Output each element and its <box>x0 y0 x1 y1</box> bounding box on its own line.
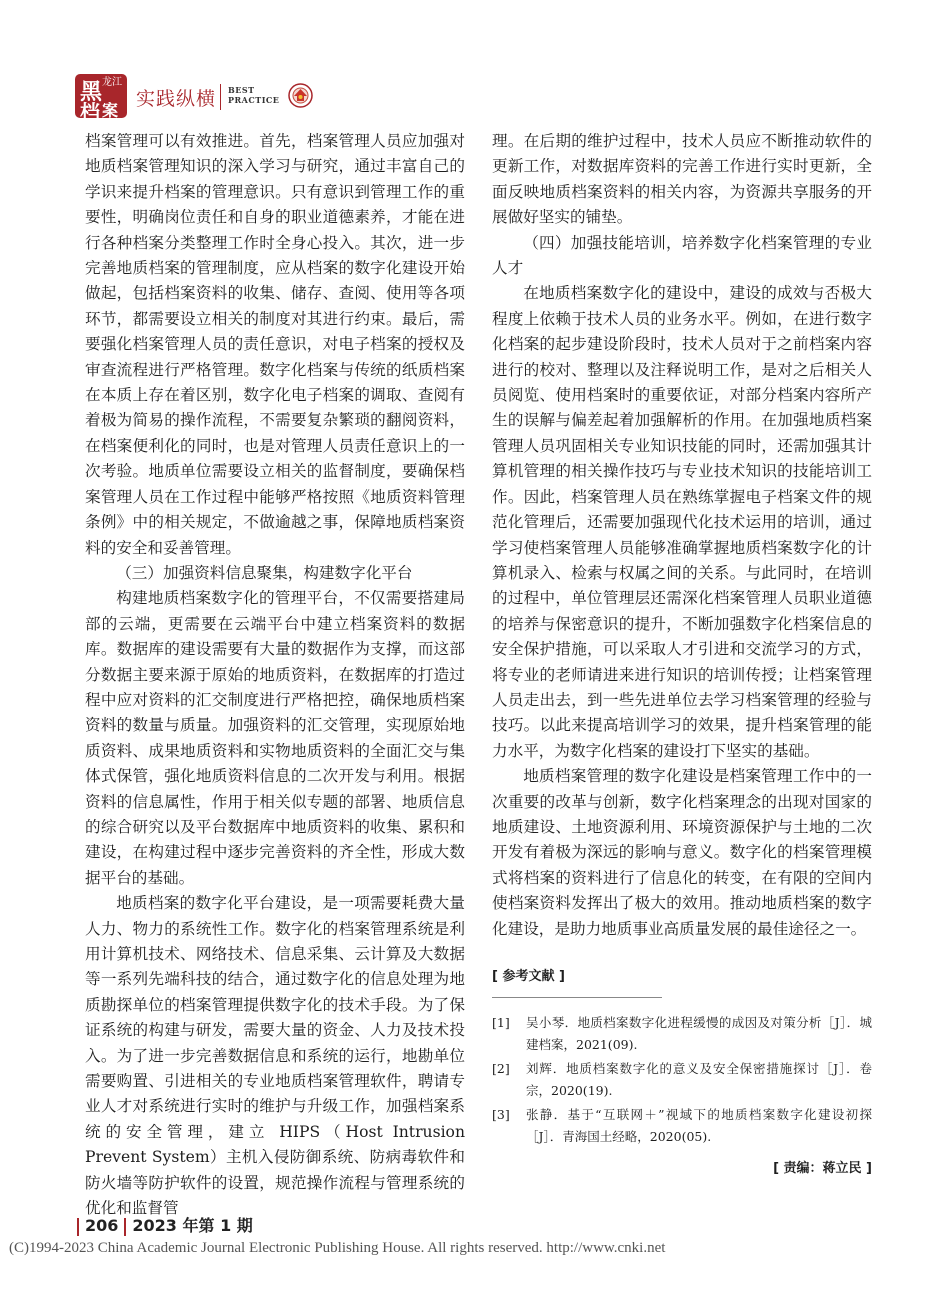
journal-logo <box>75 74 127 124</box>
logo-char-bottom2: 案 <box>102 101 119 120</box>
page-header <box>75 74 895 124</box>
section-4-heading: （四）加强技能培训，培养数字化档案管理的专业人才 <box>492 233 872 278</box>
right-paragraph-1: 理。在后期的维护过程中，技术人员应不断推动软件的更新工作，对数据库资料的完善工作进行实时更新，全面反映地质档案资料的相关内容，为资源共享服务的开展做好坚实的铺垫。 <box>492 132 872 227</box>
logo-char-small: 龙江 <box>102 77 122 88</box>
page-number: 206 <box>85 1216 119 1235</box>
footer-bar-mid <box>124 1218 126 1236</box>
references-title: [ 参考文献 ] <box>492 969 565 984</box>
reference-text: 吴小琴．地质档案数字化进程缓慢的成因及对策分析［J］．城建档案，2021(09). <box>526 1015 872 1053</box>
reference-number: [3] <box>492 1107 510 1123</box>
page-footer <box>77 1213 253 1237</box>
best-line-2: PRACTICE <box>228 95 280 105</box>
best-line-1: BEST <box>228 85 255 95</box>
references-divider <box>492 997 662 998</box>
issue-label: 2023 年第 1 期 <box>132 1216 253 1235</box>
logo-char-main: 黑 <box>80 79 103 105</box>
left-paragraph-2: 构建地质档案数字化的管理平台，不仅需要搭建局部的云端，更需要在云端平台中建立档案资料的数据库。数据库的建设需要有大量的数据作为支撑，而这部分数据主要来源于原始的地质资料，在数据库的打造过程中应对资料的汇交制度进行严格把控，确保地质档案资料的数量与质量。加强资料的汇交管理，实现原始地质资料、成果地质资料和实物地质资料的全面汇交与集体式保管，强化地质资料信息的二次开发与利用。根据资料的信息属性，作用于相关似专题的部署、地质信息的综合研究以及平台数据库中地质资料的收集、累积和建设，在构建过程中逐步完善资料的齐全性，形成大数据平台的基础。 <box>85 589 465 887</box>
reference-item <box>492 1104 872 1148</box>
section-3-heading: （三）加强资料信息聚集，构建数字化平台 <box>116 563 413 582</box>
left-column <box>85 129 465 1221</box>
reference-item <box>492 1012 872 1056</box>
copyright-notice: (C)1994-2023 China Academic Journal Electronic Publishing House. All rights reserved. http://www.cnki.net <box>9 1240 666 1256</box>
right-column <box>492 129 872 1182</box>
editor-credit: [ 责编：蒋立民 ] <box>773 1161 872 1177</box>
emblem-icon <box>288 83 313 108</box>
left-paragraph-3: 地质档案的数字化平台建设，是一项需要耗费大量人力、物力的系统性工作。数字化的档案管理系统是利用计算机技术、网络技术、信息采集、云计算及大数据等一系列先端科技的结合，通过数字化的信息处理为地质勘探单位的档案管理提供数字化的技术手段。为了保证系统的构建与研发，需要大量的资金、人力及技术投入。为了进一步完善数据信息和系统的运行，地勘单位需要购置、引进相关的专业地质档案管理软件，聘请专业人才对系统进行实时的维护与升级工作，加强档案系统的安全管理，建立 HIPS（Host Intrusion Prevent System）主机入侵防御系统、防病毒软件和防火墙等防护软件的设置，规范操作流程与管理系统的优化和监督管 <box>85 894 465 1218</box>
best-practice-label <box>228 85 279 105</box>
reference-text: 刘辉．地质档案数字化的意义及安全保密措施探讨［J］．卷宗，2020(19). <box>526 1061 872 1099</box>
column-name: 实践纵横 <box>136 88 217 110</box>
header-divider <box>220 84 221 110</box>
left-paragraph-1: 档案管理可以有效推进。首先，档案管理人员应加强对地质档案管理知识的深入学习与研究，通过丰富自己的学识来提升档案的管理意识。只有意识到管理工作的重要性，明确岗位责任和自身的职业道德素养，才能在进行各种档案分类整理工作时全身心投入。其次，进一步完善地质档案的管理制度，应从档案的数字化建设开始做起，包括档案资料的收集、储存、查阅、使用等各项环节，都需要设立相关的制度对其进行约束。最后，需要强化档案管理人员的责任意识，对电子档案的授权及审查流程进行严格管理。数字化档案与传统的纸质档案在本质上存在着区别，数字化电子档案的调取、查阅有着极为简易的操作流程，不需要复杂繁琐的翻阅资料，在档案便利化的同时，也是对管理人员责任意识上的一次考验。地质单位需要设立相关的监督制度，要确保档案管理人员在工作过程中能够严格按照《地质资料管理条例》中的相关规定，不做逾越之事，保障地质档案资料的安全和妥善管理。 <box>85 132 465 557</box>
footer-bar-left <box>77 1218 79 1236</box>
reference-number: [2] <box>492 1061 510 1077</box>
reference-number: [1] <box>492 1015 510 1031</box>
logo-char-bottom: 档 <box>80 100 100 124</box>
reference-text: 张静．基于“互联网＋”视域下的地质档案数字化建设初探［J］．青海国土经略，2020(05). <box>526 1107 872 1145</box>
right-paragraph-2: 在地质档案数字化的建设中，建设的成效与否极大程度上依赖于技术人员的业务水平。例如，在进行数字化档案的起步建设阶段时，技术人员对于之前档案内容进行的校对、整理以及注释说明工作，是对之后相关人员阅览、使用档案时的重要依证，对部分档案内容所产生的误解与偏差起着加强解析的作用。在加强地质档案管理人员巩固相关专业知识技能的同时，还需加强其计算机管理的相关操作技巧与专业技术知识的技能培训工作。因此，档案管理人员在熟练掌握电子档案文件的规范化管理后，还需要加强现代化技术运用的培训，通过学习使档案管理人员能够准确掌握地质档案数字化的计算机录入、检索与权属之间的关系。与此同时，在培训的过程中，单位管理层还需深化档案管理人员职业道德的培养与保密意识的提升，不断加强数字化档案信息的安全保护措施，可以采取人才引进和交流学习的方式，将专业的老师请进来进行知识的培训传授；让档案管理人员走出去，到一些先进单位去学习档案管理的经验与技巧。以此来提高培训学习的效果，提升档案管理的能力水平，为数字化档案的建设打下坚实的基础。 <box>492 284 872 760</box>
right-paragraph-3: 地质档案管理的数字化建设是档案管理工作中的一次重要的改革与创新，数字化档案理念的出现对国家的地质建设、土地资源利用、环境资源保护与土地的二次开发有着极为深远的影响与意义。数字化的档案管理模式将档案的资料进行了信息化的转变，在有限的空间内使档案资料发挥出了极大的效用。推动地质档案的数字化建设，是助力地质事业高质量发展的最佳途径之一。 <box>492 767 872 938</box>
reference-item <box>492 1058 872 1102</box>
